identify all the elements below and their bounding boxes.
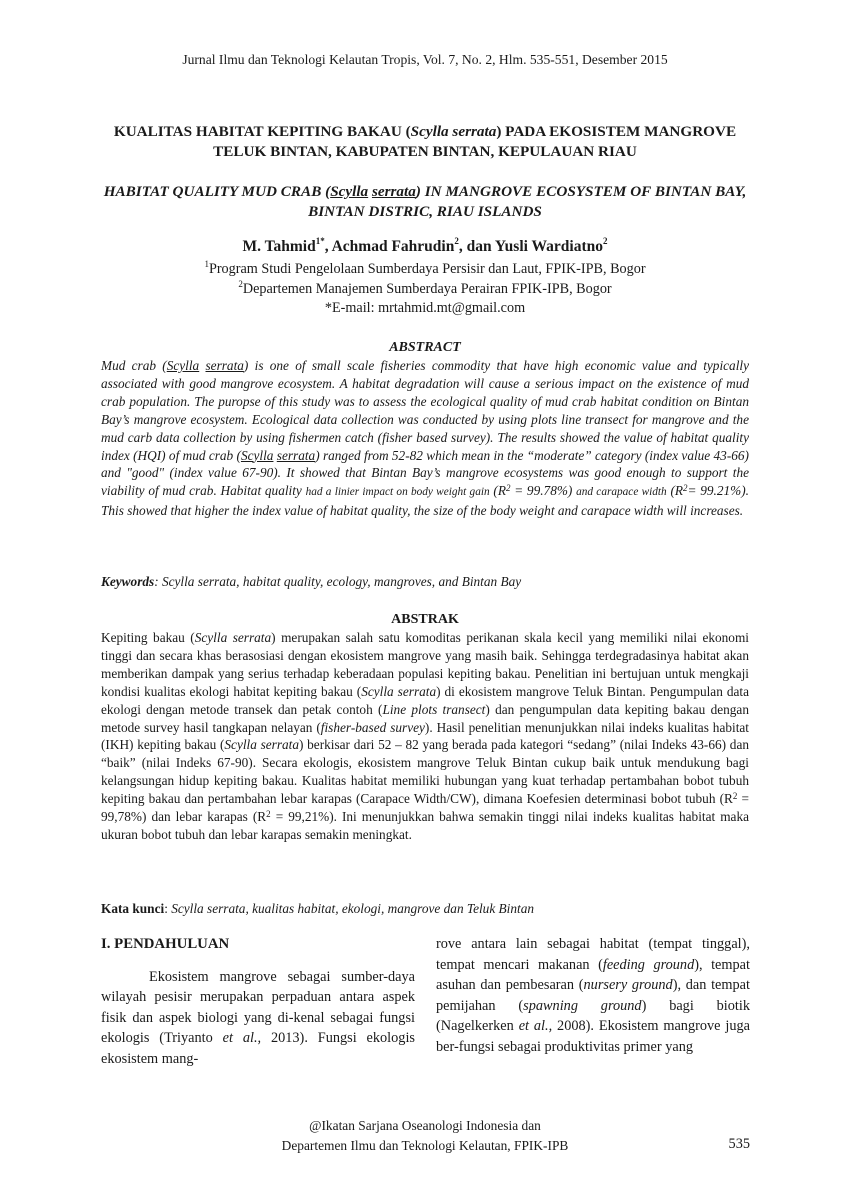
title-en-after: ) IN MANGROVE ECOSYSTEM OF BINTAN BAY, BINTAN DISTRIC, RIAU ISLANDS [308,183,747,220]
title-id-species: Scylla serrata [410,123,497,140]
kata-kunci-text: Scylla serrata, kualitas habitat, ekologi, mangrove dan Teluk Bintan [171,901,535,916]
abstrak-italic: fisher-based survey [320,719,425,735]
abstrak-text: ) merupakan salah satu komoditas perikanan skala kecil yang memiliki nilai ekonomi tinggi dan secara khas berasosiasi dengan ekosistem mangrove yang masih baik. Sehingga terdegradasinya habitat akan memberikan dampak yang serius terhadap keberadaan populasi kepiting bakau. Penelitian ini bertujuan untuk mengkaji kondisi kualitas ekologi habitat kepiting bakau ( [101,630,749,699]
abstrak-text: Kepiting bakau ( [101,630,195,645]
kata-kunci-label: Kata kunci [101,901,165,916]
abstrak-superscript: 2 [732,791,738,802]
section-heading: I. PENDAHULUAN [101,936,230,952]
title-en-before: HABITAT QUALITY MUD CRAB ( [103,183,331,200]
intro-italic: spawning ground [523,997,642,1014]
title-english [100,182,750,222]
column-left [101,934,415,1069]
author-list [0,238,850,256]
abstract-species: serrata [205,358,244,373]
abstract-text: = 99.21%). This showed that higher the index value of habitat quality, the size of the body weight and carapace width will increases. [101,483,749,519]
keywords-line [101,574,749,590]
journal-header: Jurnal Ilmu dan Teknologi Kelautan Tropis, Vol. 7, No. 2, Hlm. 535-551, Desember 2015 [182,52,668,67]
abstrak-text: = 99,21%). Ini menunjukkan bahwa semakin tinggi nilai indeks kualitas habitat maka ukuran bobot tubuh dan lebar karapas semakin meningkat. [101,809,749,842]
title-id-after: ) PADA EKOSISTEM MANGROVE TELUK BINTAN, KABUPATEN BINTAN, KEPULAUAN RIAU [213,123,737,160]
column-right [436,934,750,1057]
abstrak-italic: Scylla serrata [224,737,300,753]
abstract-text: = 99.78%) [510,483,577,499]
abstract-text: (R [666,483,684,499]
intro-italic: feeding ground [602,956,695,973]
intro-text: ), dan tempat pemijahan ( [436,977,750,1014]
abstract-genus: Scylla [240,447,274,463]
author-2-sup: 2 [454,236,459,246]
title-id-before: KUALITAS HABITAT KEPITING BAKAU ( [113,123,411,140]
affiliation-1-text: Program Studi Pengelolaan Sumberdaya Persisir dan Laut, FPIK-IPB, Bogor [208,261,646,277]
footer-line-1: @Ikatan Sarjana Oseanologi Indonesia dan [309,1118,541,1133]
abstrak-italic: Line plots transect [382,701,486,717]
abstract-superscript: 2 [505,483,511,494]
affiliation-2 [0,281,850,298]
abstrak-heading: ABSTRAK [391,612,459,627]
affiliation-2-sup: 2 [238,279,243,289]
abstract-text: Mud crab ( [101,358,167,373]
author-3: , dan Yusli Wardiatno [458,238,604,255]
kata-kunci-sep: : [164,901,172,916]
intro-text: rove antara lain sebagai habitat (tempat tinggal), tempat mencari makanan ( [436,936,750,973]
abstrak-text: ) berkisar dari 52 – 82 yang berada pada kategori “sedang” (nilai Indeks 43-66) dan “baik” (nilai Indeks 67-90). Secara ekologis, ekosistem mangrove Teluk Bintan cukup baik untuk mendukung bagi kelangsungan hidup kepiting bakau. Kualitas habitat memiliki hubungan yang kuat terhadap pertambahan bobot tubuh kepiting bakau dan pertambahan lebar karapas (Carapace Width/CW), dimana Koefesien determinasi bobot tubuh (R [101,737,749,807]
intro-italic: nursery ground [583,977,673,993]
affiliation-1 [0,261,850,278]
abstract-body [101,357,749,520]
intro-italic: et al., [222,1030,262,1046]
author-2: , Achmad Fahrudin [324,238,455,255]
intro-italic: et al., [518,1018,553,1034]
keywords-text: : Scylla serrata, habitat quality, ecology, mangroves, and Bintan Bay [154,574,522,589]
footer-line-2: Departemen Ilmu dan Teknologi Kelautan, FPIK-IPB [281,1138,569,1153]
author-3-sup: 2 [603,236,608,246]
abstrak-text: ) dan pengumpulan data kepiting bakau dengan metode survey hasil tangkapan nelayan ( [101,701,749,735]
title-en-genus: Scylla [330,183,369,200]
intro-text: Ekosistem mangrove sebagai sumber-daya wilayah pesisir merupakan perpaduan antara aspek fisik dan aspek biologi yang di-kenal sebagai fungsi ekologis (Triyanto [101,968,415,1046]
abstract-superscript: 2 [683,483,688,494]
abstract-heading: ABSTRACT [389,340,461,355]
abstract-small-text: had a linier impact on body weight gain [305,486,490,499]
abstract-text: ) ranged from 52-82 which mean in the “moderate” category (index value 43-66) and "good" (index value 67-90). It showed that Bintan Bay’s mangrove ecosystems was good enough to support the viability of mud crab. Habitat quality [101,447,749,499]
intro-text: 2008). Ekosistem mangrove juga ber-fungsi sebagai produktivitas primer yang [436,1018,750,1055]
abstract-text: (R [489,483,506,499]
author-email: *E-mail: mrtahmid.mt@gmail.com [324,300,526,316]
abstrak-text: ) di ekosistem mangrove Teluk Bintan. Pengumpulan data ekologi dengan metode transek dan petak contoh ( [101,683,749,717]
intro-paragraph-left [101,967,415,1070]
title-indonesian [100,122,750,162]
abstract-small-text: and carapace width [576,486,667,499]
kata-kunci-line [101,901,749,917]
intro-paragraph-right [436,934,750,1057]
abstract-genus: Scylla [166,358,200,373]
affiliation-1-sup: 1 [204,259,209,269]
author-1: M. Tahmid [242,238,316,255]
abstrak-superscript: 2 [266,809,271,820]
intro-text: ), tempat asuhan dan pembesaran ( [436,956,750,993]
intro-text: ) bagi biotik (Nagelkerken [436,997,751,1034]
keywords-label: Keywords [101,574,155,589]
abstrak-text: ). Hasil penelitian menunjukkan nilai indeks kualitas habitat (IKH) kepiting bakau ( [101,719,749,753]
intro-text: 2013). Fungsi ekologis ekosistem mang- [101,1030,415,1067]
abstrak-italic: Scylla serrata [194,630,272,645]
abstract-species: serrata [276,447,316,463]
author-1-sup: 1* [315,236,325,246]
affiliation-2-text: Departemen Manajemen Sumberdaya Perairan FPIK-IPB, Bogor [242,281,612,297]
abstract-text: ) is one of small scale fisheries commodity that have high economic value and typically associated with good mangrove ecosystem. A habitat degradation will cause a serious impact on the existence of mud crab population. The puropse of this study was to assess the ecological quality of mud crab habitat condition on Bintan Bay’s mangrove ecosystem. Ecological data collection was conducted by using plots line transect for mangrove and the mud carb data collection by using fishermen catch (fisher based survey). The results showed the value of habitat quality index (HQI) of mud crab ( [101,358,749,463]
title-en-species: serrata [371,183,416,200]
page-number: 535 [728,1136,750,1152]
abstrak-italic: Scylla serrata [361,683,437,699]
abstrak-body [101,629,749,844]
abstrak-text: = 99,78%) dan lebar karapas (R [101,791,749,825]
